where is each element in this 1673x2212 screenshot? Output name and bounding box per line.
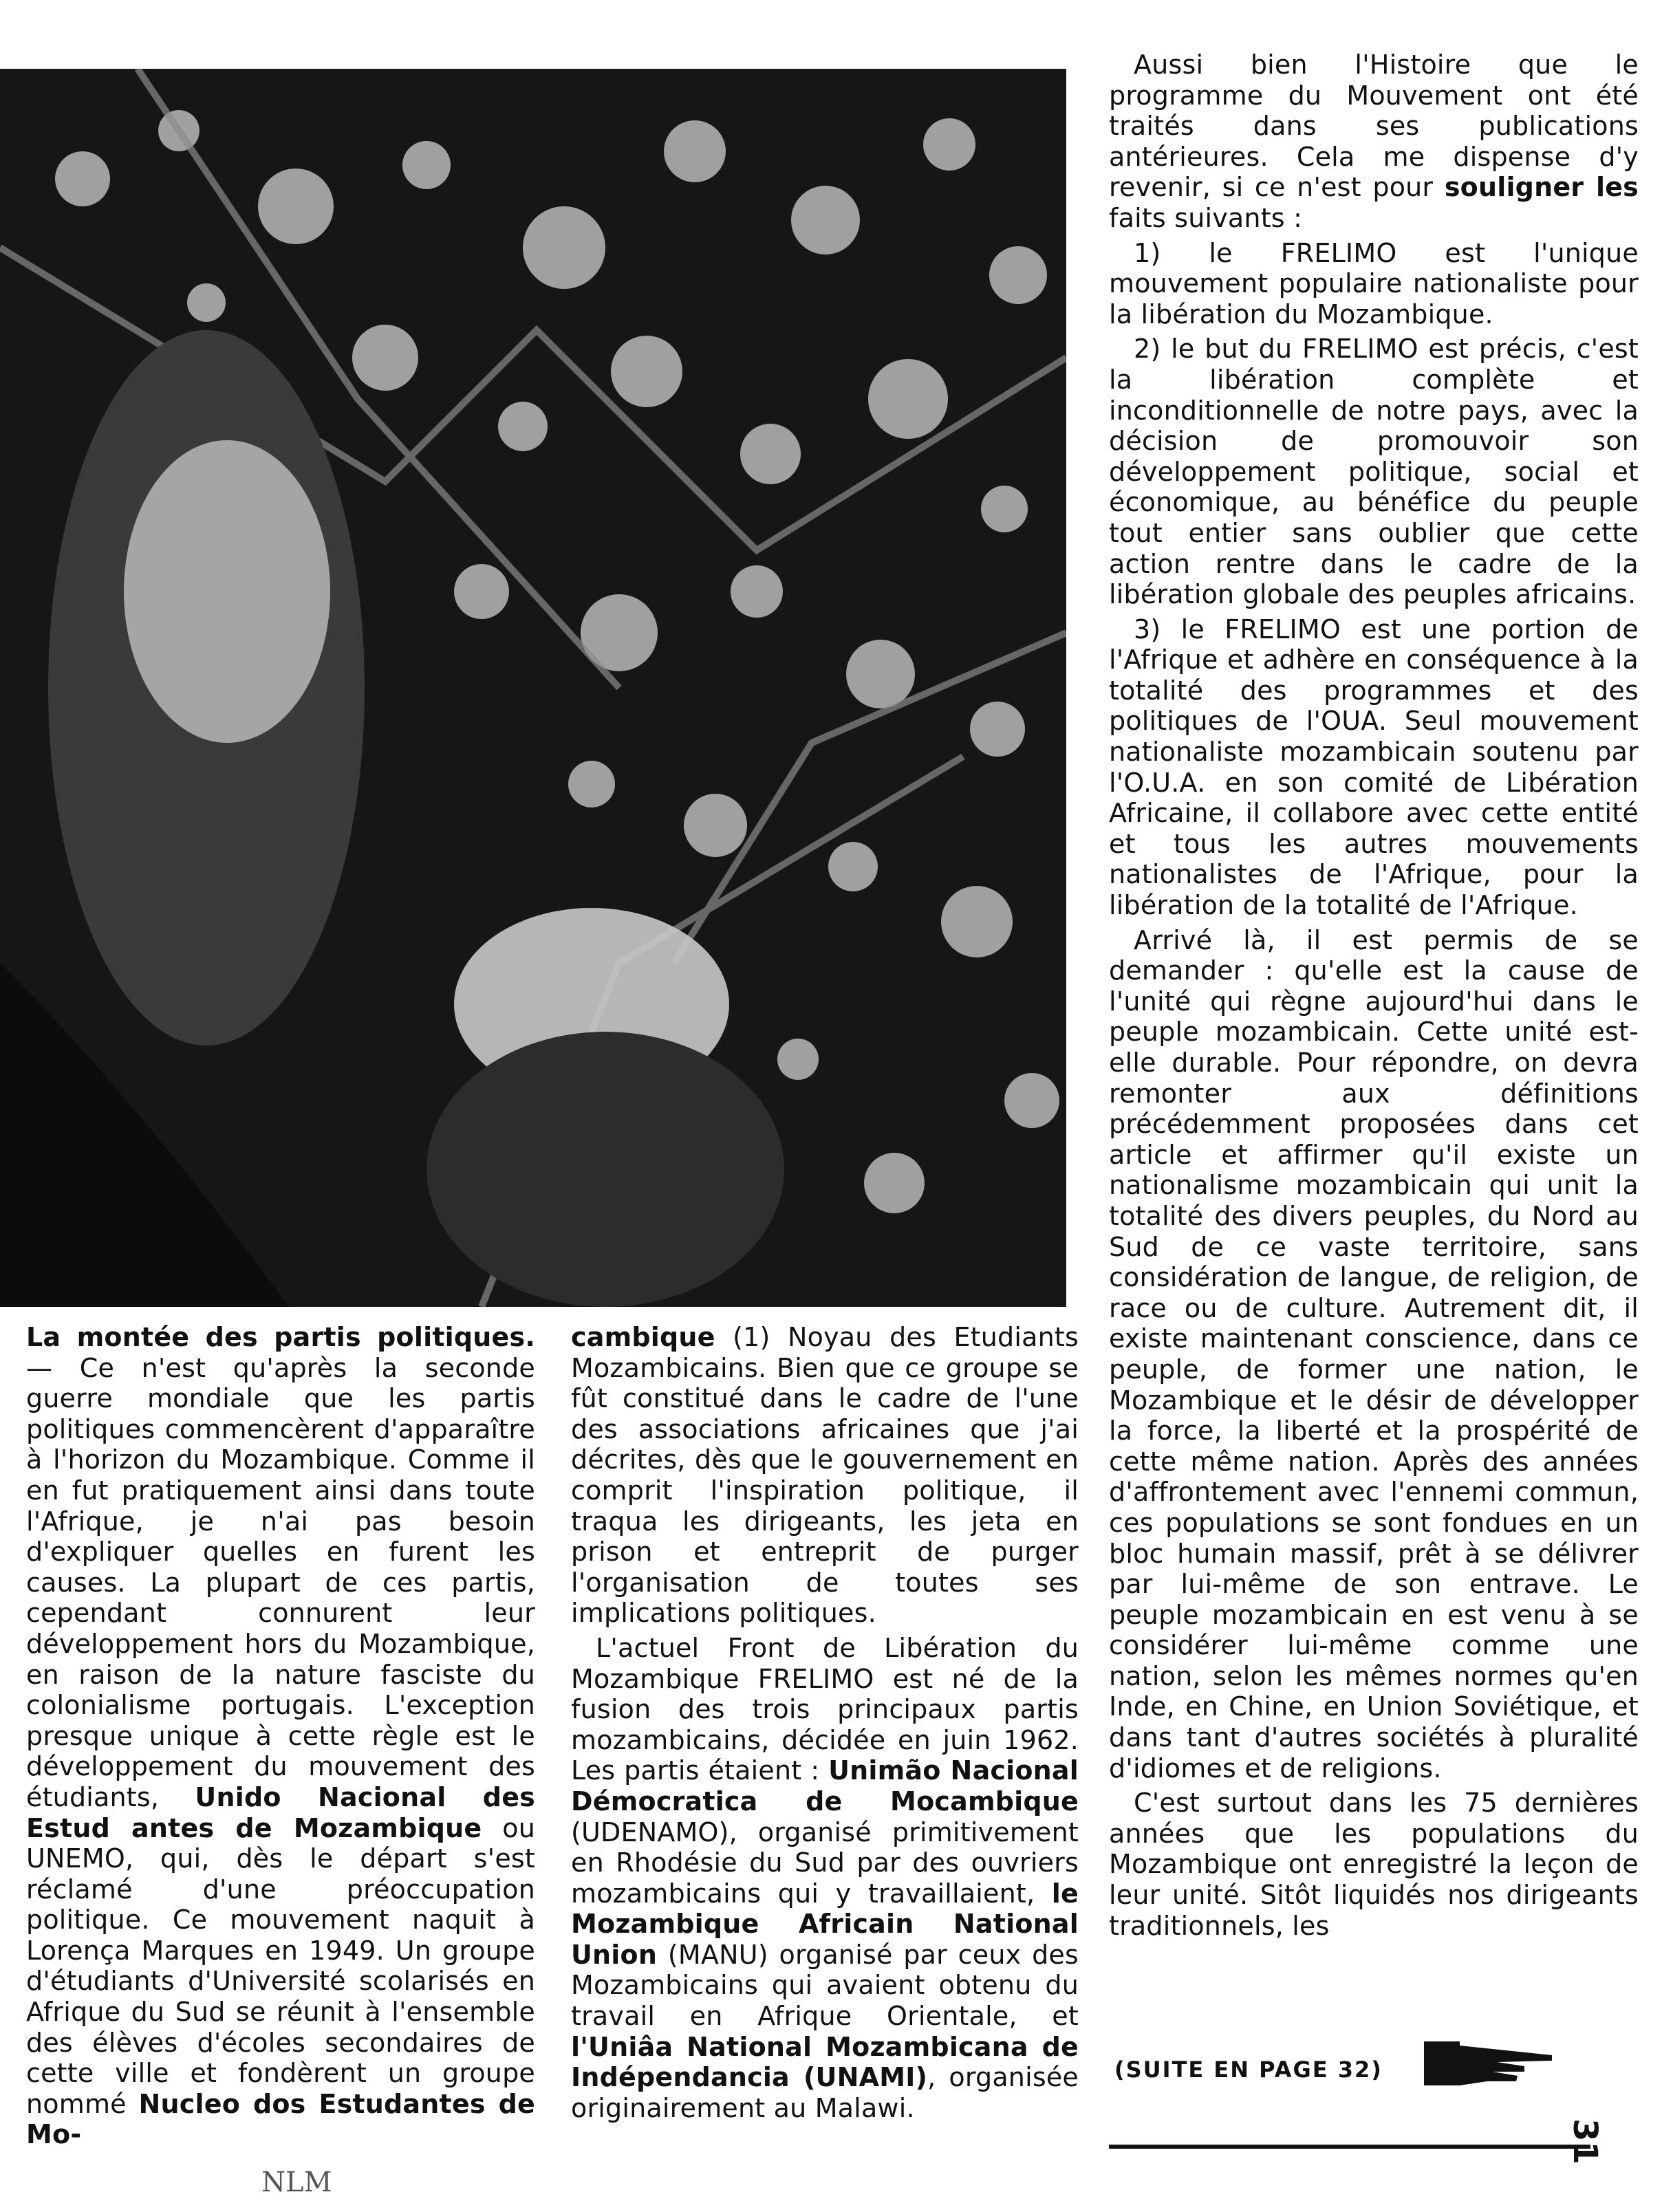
pointing-hand-icon xyxy=(1421,2036,1559,2091)
right-paragraph-6: C'est surtout dans les 75 dernières années que les populations du Mozambique ont enregistré la leçon de leur unité. Sitôt liquidés nos dirigeants traditionnels, les xyxy=(1109,1788,1639,1941)
right-text-1b: faits suivants : xyxy=(1109,202,1303,233)
photo-foliage-figures-icon xyxy=(0,69,1066,1307)
left-column xyxy=(26,1322,535,2154)
continuation-note: (SUITE EN PAGE 32) xyxy=(1114,2057,1383,2083)
right-bold-souligner: souligner les xyxy=(1444,172,1639,203)
mid-paragraph-2 xyxy=(571,1633,1079,2124)
mid-bold-unami: l'Uniâa National Mozambicana de Indépendancia (UNAMI) xyxy=(571,2031,1079,2093)
right-text-1: Aussi bien l'Histoire que le programme du Mouvement ont été traités dans ses publications antérieures. Cela me dispense d'y revenir, si ce n'est pour xyxy=(1109,50,1639,203)
middle-column xyxy=(571,1322,1079,2127)
section-heading: La montée des partis politiques. xyxy=(26,1322,535,1352)
mid-paragraph-1 xyxy=(571,1322,1079,1629)
mid-bold-cambique: cambique xyxy=(571,1322,715,1352)
left-bold-unemo: Unido Nacional des Estud antes de Mozambique xyxy=(26,1781,535,1843)
right-paragraph-5: Arrivé là, il est permis de se demander : qu'elle est la cause de l'unité qui règne aujourd'hui dans le peuple mozambicain. Cette unité est-elle durable. Pour répondre, on devra remonter aux définitions précédemment proposées dans cet article et affirmer qu'il existe un nationalisme mozambicain qui unit la totalité des divers peuples, du Nord au Sud de ce vaste territoire, sans considération de langue, de religion, de race ou de culture. Autrement dit, il existe maintenant conscience, dans ce peuple, de former une nation, le Mozambique et le désir de développer la force, la liberté et la prospérité de cette même nation. Après des années d'affrontement avec l'ennemi commun, ces populations se sont fondues en un bloc humain massif, prêt à se délivrer par lui-même de son entrave. Le peuple mozambicain en est venu à se considérer lui-même comme une nation, selon les mêmes normes qu'en Inde, en Chine, en Union Soviétique, et dans tant d'autres sociétés à pluralité d'idiomes et de religions. xyxy=(1109,924,1639,1783)
right-paragraph-2: 1) le FRELIMO est l'unique mouvement populaire nationaliste pour la libération du Mozambique. xyxy=(1109,237,1639,329)
right-paragraph-4: 3) le FRELIMO est une portion de l'Afrique et adhère en conséquence à la totalité des programmes et des politiques de l'OUA. Seul mouvement nationaliste mozambicain soutenu par l'O.U.A. en son comité de Libération Africaine, il collabore avec cette entité et tous les autres mouvements nationalistes de l'Afrique, pour la libération de la totalité de l'Afrique. xyxy=(1109,614,1639,921)
left-text-1: — Ce n'est qu'après la seconde guerre mondiale que les partis politiques commencèrent d'apparaître à l'horizon du Mozambique. Comme il en fut pratiquement ainsi dans toute l'Afrique, je n'ai pas besoin d'expliquer quelles en furent les causes. La plupart de ces partis, cependant connurent leur développement hors du Mozambique, en raison de la nature fasciste du colonialisme portugais. L'exception presque unique à cette règle est le développement du mouvement des étudiants, xyxy=(26,1352,535,1812)
mid-text-4: (MANU) organisé par ceux des Mozambicains qui avaient obtenu du travail en Afrique Orientale, et xyxy=(571,1939,1079,2032)
mid-bold-udenamo: Unimão Nacional Démocratica de Mocambique xyxy=(571,1755,1079,1817)
article-photo xyxy=(0,69,1066,1307)
right-paragraph-1 xyxy=(1109,50,1639,234)
left-text-2: ou UNEMO, qui, dès le départ s'est réclamé d'une préoccupation politique. Ce mouvement naquit à Lorença Marques en 1949. Un groupe d'étudiants d'Université scolarisés en Afrique du Sud se réunit à l'ensemble des élèves d'écoles secondaires de cette ville et fondèrent un groupe nommé xyxy=(26,1812,536,2119)
mid-text-1: (1) Noyau des Etudiants Mozambicains. Bien que ce groupe se fût constitué dans le cadre de l'une des associations africaines que j'ai décrites, dès que le gouvernement en comprit l'inspiration politique, il traqua les dirigeants, les jeta en prison et entreprit de purger l'organisation de toutes ses implications politiques. xyxy=(571,1322,1079,1629)
page-number: 31 xyxy=(1566,2118,1604,2165)
mid-text-5: , organisée originairement au Malawi. xyxy=(571,2062,1079,2123)
right-column xyxy=(1109,50,1639,1945)
footer-rule xyxy=(1109,2145,1590,2149)
right-paragraph-3: 2) le but du FRELIMO est précis, c'est la libération complète et inconditionnelle de notre pays, avec la décision de promouvoir son développement politique, social et économique, au bénéfice du peuple tout entier sans oublier que cette action rentre dans le cadre de la libération globale des peuples africains. xyxy=(1109,334,1639,610)
mid-text-3: (UDENAMO), organisé primitivement en Rhodésie du Sud par des ouvriers mozambicains qui y travaillaient, xyxy=(571,1817,1079,1909)
left-bold-nucleo: Nucleo dos Estudantes de Mo- xyxy=(26,2088,536,2150)
mid-text-2: L'actuel Front de Libération du Mozambique FRELIMO est né de la fusion des trois principaux partis mozambicains, décidée en juin 1962. Les partis étaient : xyxy=(571,1632,1079,1786)
left-paragraph-1 xyxy=(26,1322,535,2150)
mid-bold-manu: le Mozambique Africain National Union xyxy=(571,1878,1079,1970)
handwritten-note: NLM xyxy=(261,2167,332,2198)
